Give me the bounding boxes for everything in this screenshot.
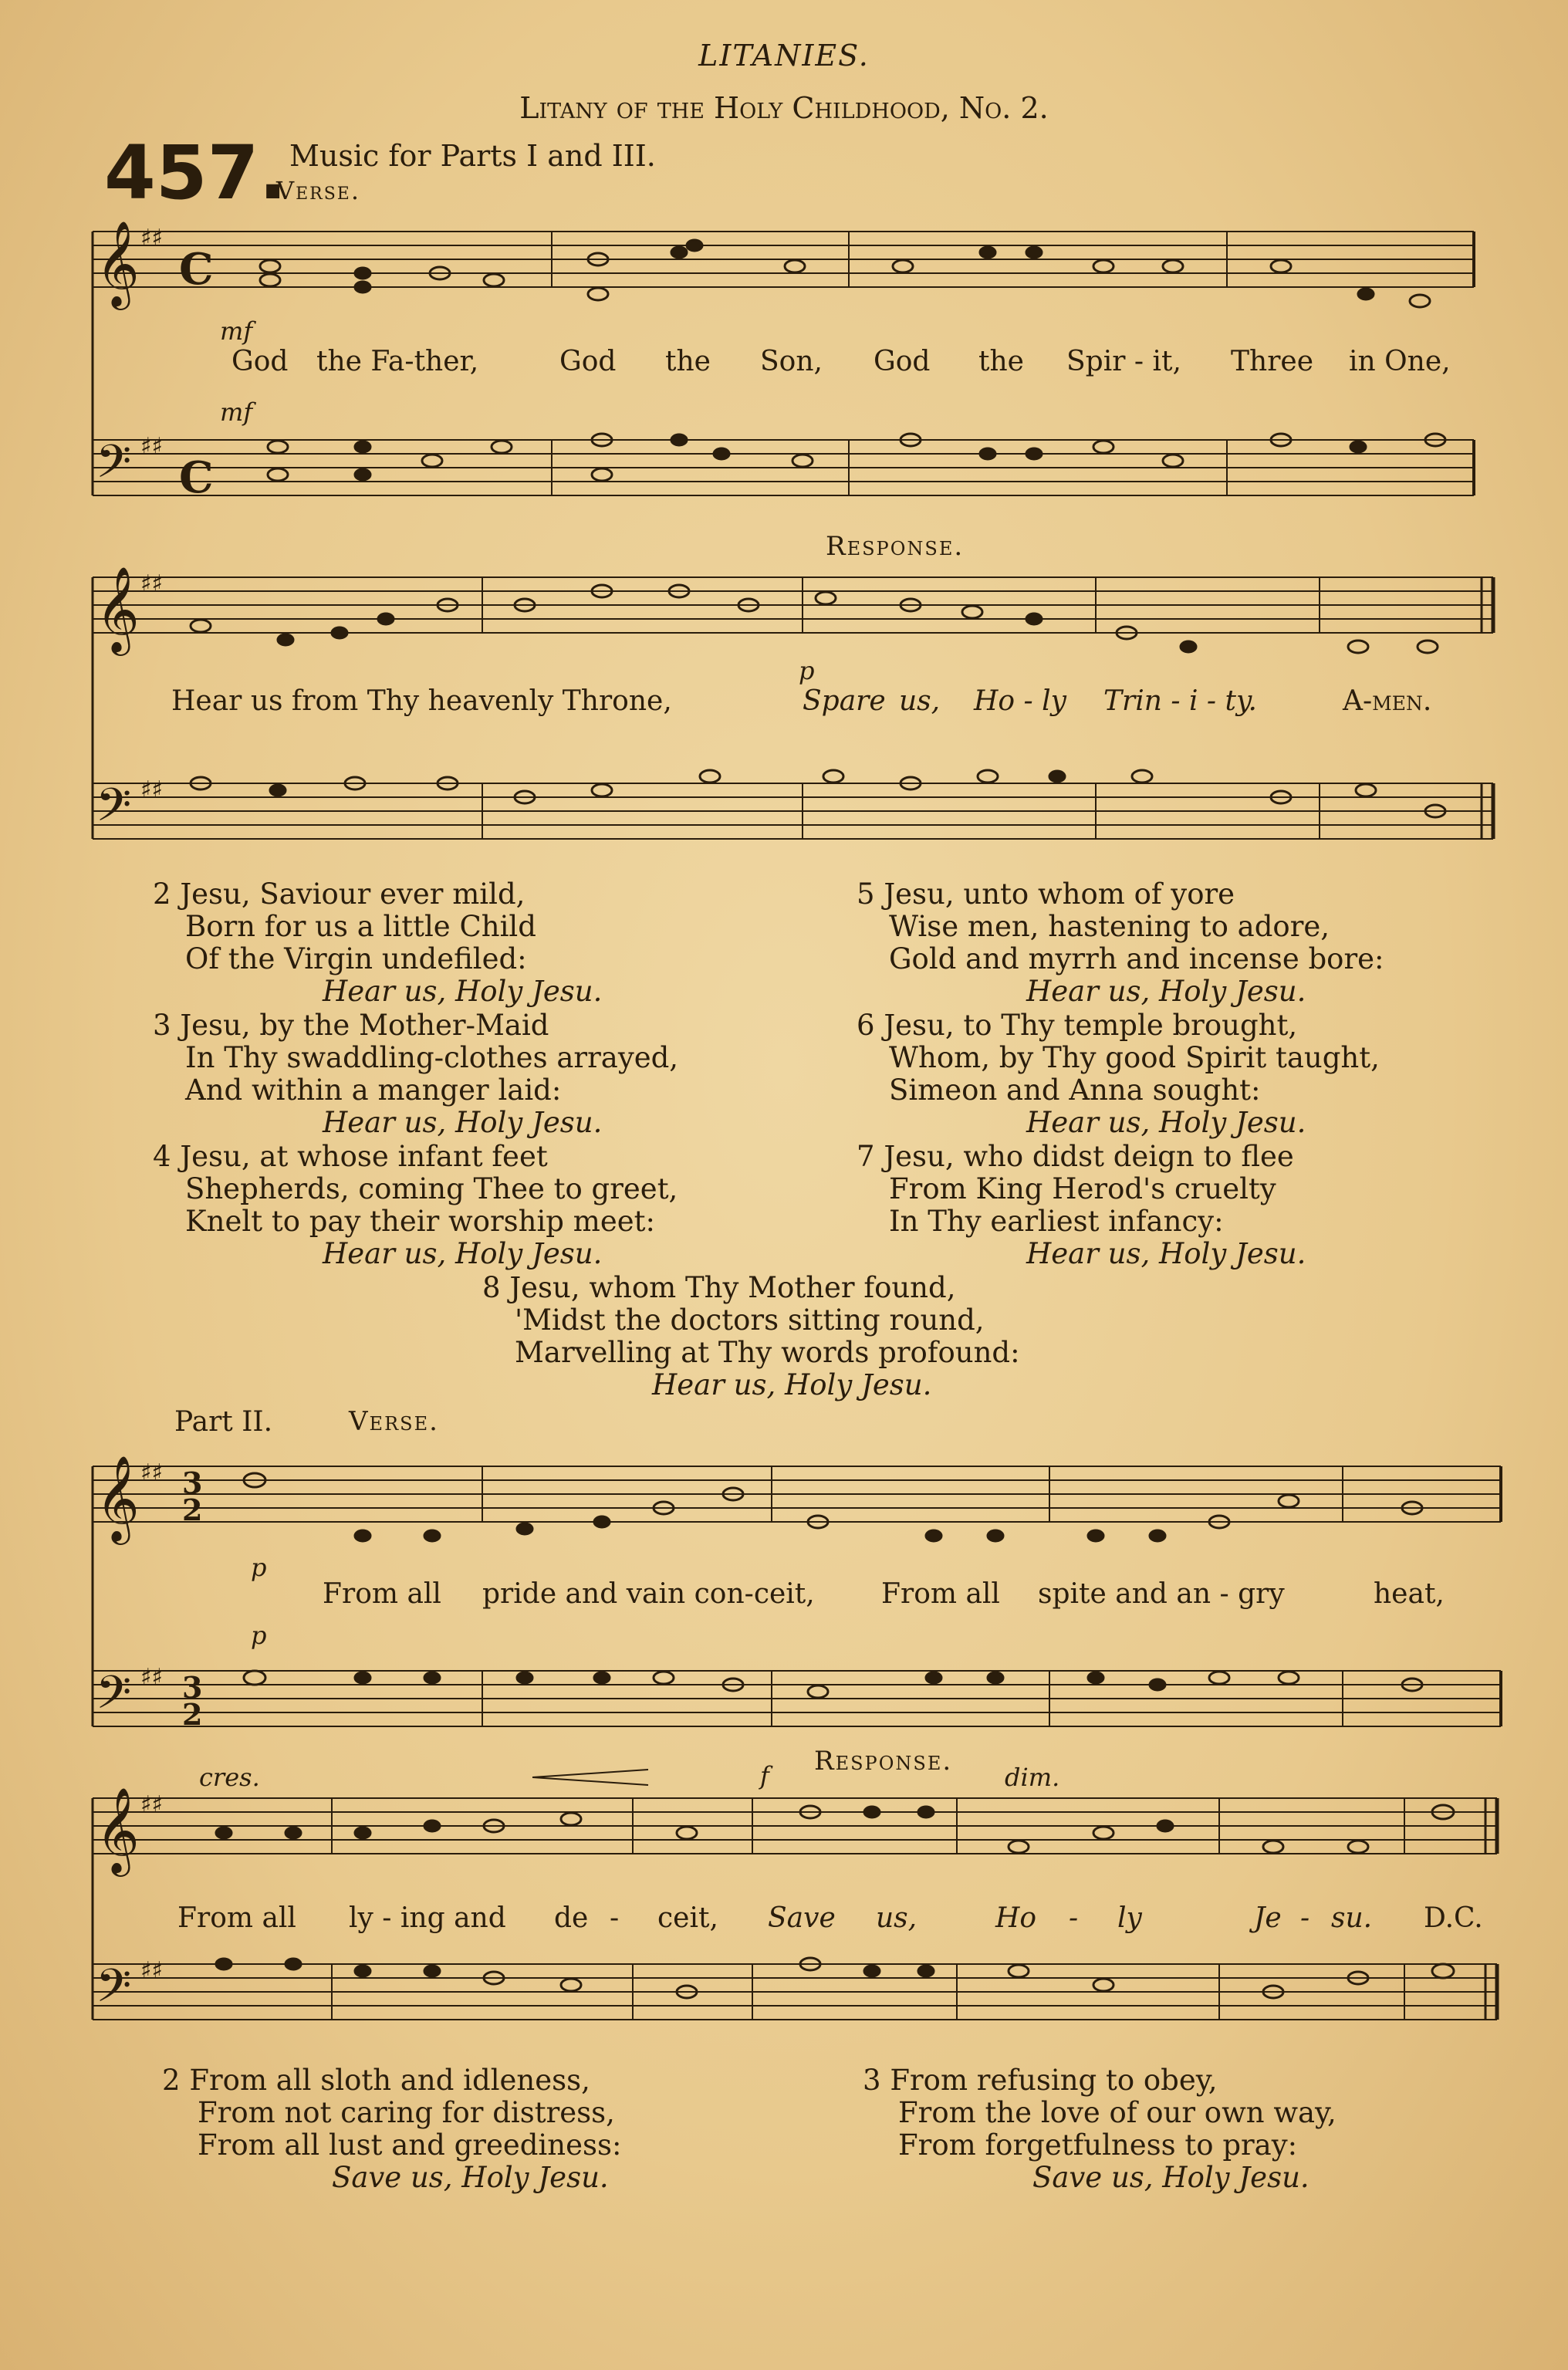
lyric: pride and vain con-ceit,: [482, 1578, 815, 1610]
svg-text:♯♯: ♯♯: [140, 1957, 164, 1984]
lyric: -: [1069, 1902, 1079, 1934]
svg-text:C: C: [179, 452, 214, 503]
lyric: From all: [177, 1902, 296, 1934]
lyric: Spare: [803, 685, 886, 717]
lyric: From all: [323, 1578, 441, 1610]
lyric: the Fa-ther,: [316, 346, 479, 377]
lyric: God: [231, 346, 289, 377]
svg-text:♯♯: ♯♯: [140, 570, 164, 597]
lyric: us,: [876, 1902, 917, 1934]
lyric: Hear us from Thy heavenly Throne,: [171, 685, 672, 717]
part2-stanza-3: 3 From refusing to obey, From the love of our own way, From forgetfulness to pray: Save us, Holy Jesu.: [863, 2064, 1337, 2194]
system1-bass-staff: [93, 440, 1474, 495]
lyric: in One,: [1349, 346, 1451, 377]
bass-clef-icon: 𝄢: [96, 434, 132, 499]
lyric: the: [978, 346, 1024, 377]
svg-text:♯♯: ♯♯: [140, 433, 164, 460]
stanza-8: 8 Jesu, whom Thy Mother found, 'Midst the doctors sitting round, Marvelling at Thy words profound: Hear us, Holy Jesu.: [482, 1271, 1020, 1401]
music-for-note: Music for Parts I and III.: [289, 139, 656, 173]
dynamic-p-part2-bass: p: [251, 1621, 267, 1650]
svg-text:♯♯: ♯♯: [140, 776, 164, 803]
dynamic-p-part2: p: [251, 1553, 267, 1582]
svg-text:3: 3: [182, 1670, 203, 1705]
svg-text:♯♯: ♯♯: [140, 1791, 164, 1818]
part-ii-label: Part II.: [174, 1406, 273, 1438]
lyric: de: [554, 1902, 589, 1934]
lyric: God: [559, 346, 617, 377]
svg-text:2: 2: [182, 1697, 203, 1732]
system3-bass-staff: [93, 1671, 1501, 1726]
lyric: God: [874, 346, 931, 377]
stanza-2: 2 Jesu, Saviour ever mild, Born for us a little Child Of the Virgin undefiled: Hear us, Holy Jesu.: [153, 877, 603, 1008]
lyric: us,: [899, 685, 941, 717]
stanza-6: 6 Jesu, to Thy temple brought, Whom, by Thy good Spirit taught, Simeon and Anna sought: Hear us, Holy Jesu.: [857, 1009, 1380, 1139]
lyric: Ho: [995, 1902, 1037, 1934]
lyric: Save: [768, 1902, 836, 1934]
verse-label: Verse.: [276, 176, 361, 205]
lyric: Spir - it,: [1066, 346, 1181, 377]
stanza-5: 5 Jesu, unto whom of yore Wise men, hastening to adore, Gold and myrrh and incense bore: Hear us, Holy Jesu.: [857, 877, 1384, 1008]
stanza-7: 7 Jesu, who didst deign to flee From King Herod's cruelty In Thy earliest infancy: Hear us, Holy Jesu.: [857, 1140, 1306, 1270]
lyric: the: [665, 346, 711, 377]
svg-text:𝄞: 𝄞: [96, 1455, 140, 1541]
hymn-title: Litany of the Holy Childhood, No. 2.: [519, 91, 1049, 125]
dynamic-f: f: [760, 1761, 769, 1790]
lyric: ly - ing and: [349, 1902, 506, 1934]
svg-text:𝄢: 𝄢: [96, 778, 132, 843]
lyric: -: [610, 1902, 620, 1934]
lyric: -: [1300, 1902, 1310, 1934]
system4-bass-staff: [93, 1964, 1497, 2020]
svg-text:𝄞: 𝄞: [96, 1787, 140, 1873]
dynamic-cres: cres.: [199, 1763, 260, 1792]
system1-treble-staff: [93, 232, 1474, 287]
section-title: LITANIES.: [698, 39, 870, 73]
treble-clef-icon: 𝄞: [96, 220, 140, 306]
dynamic-mf-bass: mf: [220, 397, 253, 427]
dynamic-dim: dim.: [1005, 1763, 1060, 1792]
system2-treble-staff: [93, 577, 1493, 633]
stanza-3: 3 Jesu, by the Mother-Maid In Thy swaddling-clothes arrayed, And within a manger laid: Hear us, Holy Jesu.: [153, 1009, 679, 1139]
lyric: Trin - i - ty.: [1103, 685, 1258, 717]
stanza-4: 4 Jesu, at whose infant feet Shepherds, coming Thee to greet, Knelt to pay their worship meet: Hear us, Holy Jesu.: [153, 1140, 678, 1270]
da-capo: D.C.: [1424, 1902, 1483, 1934]
system4-treble-staff: [93, 1798, 1497, 1854]
svg-text:2: 2: [182, 1493, 203, 1527]
svg-text:♯♯: ♯♯: [140, 1459, 164, 1486]
lyric: heat,: [1374, 1578, 1445, 1610]
lyric: su.: [1331, 1902, 1373, 1934]
lyric: Ho - ly: [974, 685, 1066, 717]
hymn-number: 457.: [104, 130, 287, 216]
svg-text:C: C: [179, 244, 214, 295]
lyric-amen: A-men.: [1343, 685, 1432, 717]
dynamic-p: p: [799, 656, 815, 685]
lyric: Three: [1231, 346, 1314, 377]
response-label: Response.: [826, 531, 965, 562]
svg-text:𝄢: 𝄢: [96, 1665, 132, 1730]
dynamic-mf: mf: [220, 316, 253, 346]
part-ii-verse-label: Verse.: [349, 1406, 439, 1437]
svg-text:♯♯: ♯♯: [140, 225, 164, 252]
response-label-part2: Response.: [814, 1746, 953, 1777]
part2-stanza-2: 2 From all sloth and idleness, From not caring for distress, From all lust and greediness: Save us, Holy Jesu.: [162, 2064, 622, 2194]
svg-text:𝄢: 𝄢: [96, 1959, 132, 2023]
lyric: ceit,: [657, 1902, 718, 1934]
lyric: Je: [1254, 1902, 1282, 1934]
lyric: ly: [1117, 1902, 1142, 1934]
lyric: spite and an - gry: [1038, 1578, 1285, 1610]
svg-text:♯♯: ♯♯: [140, 1664, 164, 1691]
svg-text:𝄞: 𝄞: [96, 566, 140, 652]
svg-text:3: 3: [182, 1466, 203, 1500]
lyric: From all: [881, 1578, 1000, 1610]
lyric: Son,: [760, 346, 823, 377]
